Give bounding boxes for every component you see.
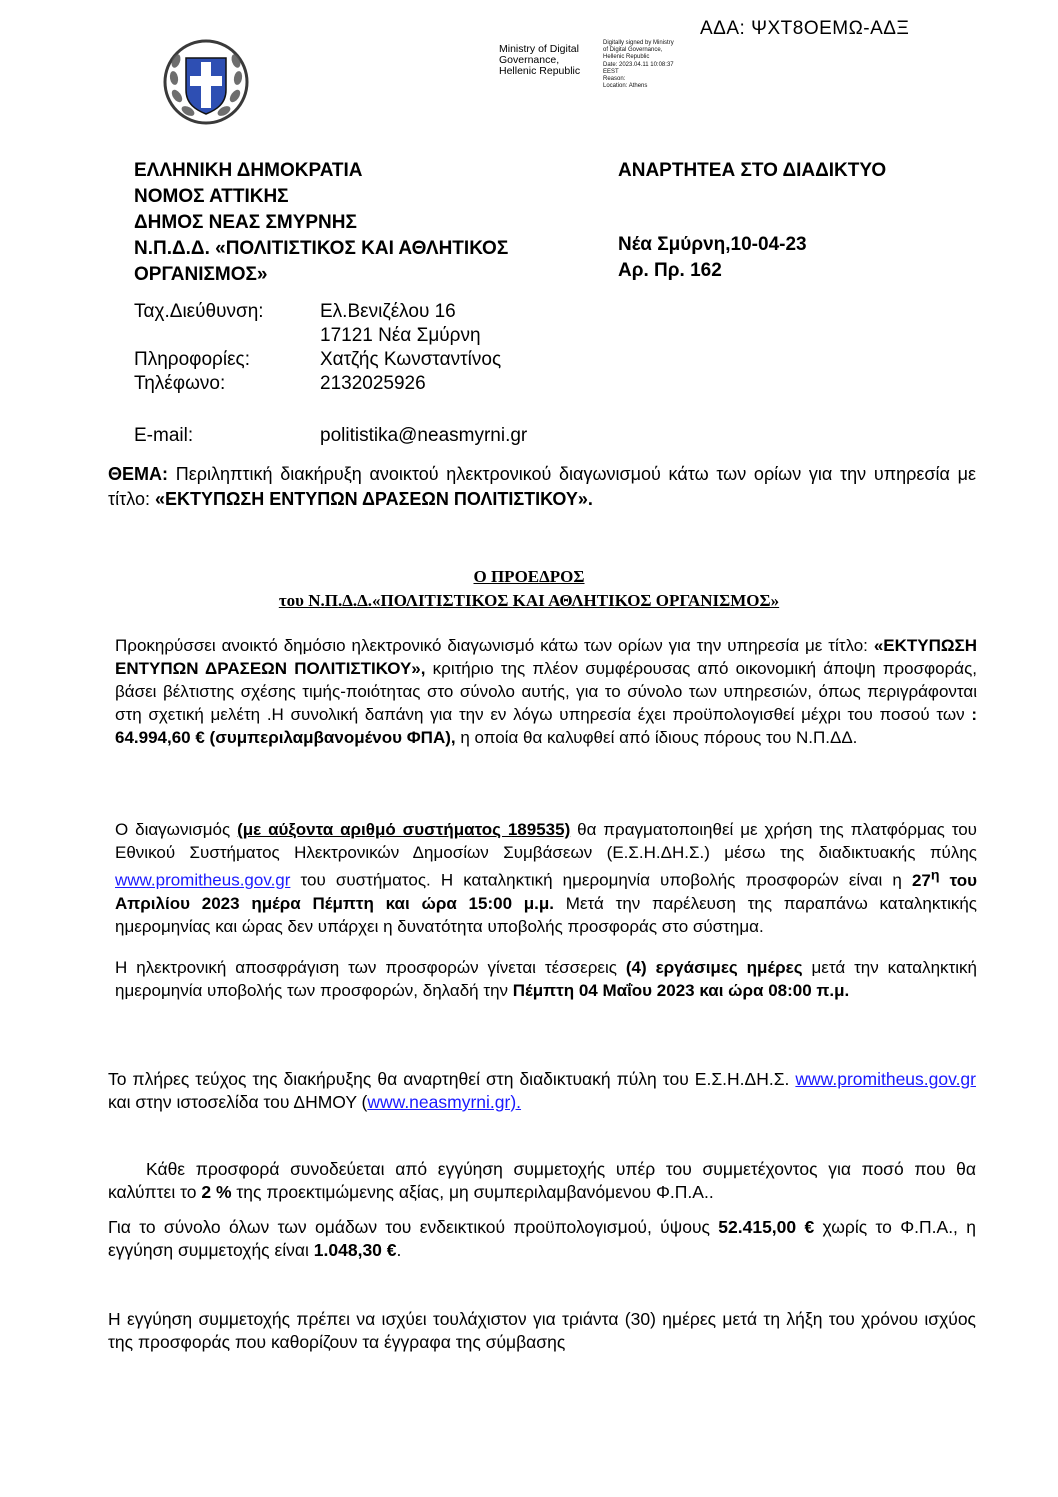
signature-detail-line: of Digital Governance, xyxy=(603,47,663,54)
working-days: (4) εργάσιμες ημέρες xyxy=(625,958,803,977)
guarantee-percent: 2 % xyxy=(201,1182,232,1202)
issuer-line: ΟΡΓΑΝΙΣΜΟΣ» xyxy=(134,264,268,285)
paragraph-validity: Η εγγύηση συμμετοχής πρέπει να ισχύει τουλάχιστον για τριάντα (30) ημέρες μετά τη λήξη του χρόνου ισχύος της προσφοράς που καθορίζουν τα έγγραφα της σύμβασης xyxy=(108,1309,976,1352)
text-run: θα πραγματοποιηθεί με χρήση της πλατφόρμας του Εθνικού Συστήματος Ηλεκτρονικών Δημοσίων Συμβάσεων (Ε.Σ.Η.ΔΗ.Σ.) μέσω της διαδικτυακής πύλης xyxy=(115,820,977,862)
postcode-city: 17121 Νέα Σμύρνη xyxy=(320,325,481,346)
issuer-header xyxy=(134,158,508,288)
ordinal-suffix: η xyxy=(930,867,940,883)
paragraph-opening xyxy=(115,956,977,1002)
text-run: Για το σύνολο όλων των ομάδων του ενδεικτικού προϋπολογισμού, ύψους xyxy=(108,1217,719,1237)
president-title: Ο ΠΡΟΕΔΡΟΣ xyxy=(473,567,585,586)
subject-text: Περιληπτική διακήρυξη ανοικτού ηλεκτρονικού διαγωνισμού κάτω των ορίων για την υπηρεσία με τίτλο: xyxy=(108,464,976,509)
signature-org-line: Governance, xyxy=(499,54,560,66)
text-run: . xyxy=(396,1240,402,1260)
paragraph-guarantee-amount xyxy=(108,1216,976,1262)
subject-title: «ΕΚΤΥΠΩΣΗ ΕΝΤΥΠΩΝ ΔΡΑΣΕΩΝ ΠΟΛΙΤΙΣΤΙΚΟΥ». xyxy=(154,489,593,509)
issuer-line: ΕΛΛΗΝΙΚΗ ΔΗΜΟΚΡΑΤΙΑ xyxy=(134,160,363,181)
text-run: και στην ιστοσελίδα του ΔΗΜΟΥ ( xyxy=(108,1092,368,1112)
text-run: Η ηλεκτρονική αποσφράγιση των προσφορών γίνεται τέσσερεις xyxy=(115,958,626,977)
info-value: Χατζής Κωνσταντίνος xyxy=(320,349,502,370)
president-subtitle: του Ν.Π.Δ.Δ.«ΠΟΛΙΤΙΣΤΙΚΟΣ ΚΑΙ ΑΘΛΗΤΙΚΟΣ ΟΡΓΑΝΙΣΜΟΣ» xyxy=(278,591,780,610)
signature-org-line: Hellenic Republic xyxy=(499,65,581,77)
signature-detail-line: Location: Athens xyxy=(603,83,648,90)
issuer-line: ΔΗΜΟΣ ΝΕΑΣ ΣΜΥΡΝΗΣ xyxy=(134,212,357,233)
deadline-rest: του Απριλίου 2023 ημέρα Πέμπτη και ώρα 15:00 μ.μ. xyxy=(115,870,978,913)
text-run: του συστήματος. Η καταληκτική ημερομηνία υποβολής προσφορών είναι η xyxy=(290,870,912,890)
signature-org-line: Ministry of Digital xyxy=(499,43,579,55)
text-run: Το πλήρες τεύχος της διακήρυξης θα αναρτηθεί στη διαδικτυακή πύλη του Ε.Σ.Η.ΔΗ.Σ. xyxy=(108,1069,796,1089)
budget-without-vat: 52.415,00 € xyxy=(718,1217,815,1237)
issuer-line: ΝΟΜΟΣ ΑΤΤΙΚΗΣ xyxy=(134,186,289,207)
address-value: Ελ.Βενιζέλου 16 xyxy=(320,301,456,322)
signature-organization xyxy=(499,44,580,77)
text-run: Κάθε προσφορά συνοδεύεται από εγγύηση συμμετοχής υπέρ του συμμετέχοντος για ποσό που θα καλύπτει το xyxy=(108,1159,976,1202)
guarantee-amount: 1.048,30 € xyxy=(313,1240,397,1260)
phone-label: Τηλέφωνο: xyxy=(134,373,226,394)
text-run: Μετά την παρέλευση της παραπάνω καταληκτικής ημερομηνίας και ώρας δεν υπάρχει η δυνατότητα υποβολής προσφοράς στο σύστημα. xyxy=(115,893,977,936)
signature-detail-line: Reason: xyxy=(603,76,626,83)
service-title: «ΕΚΤΥΠΩΣΗ ΕΝΤΥΠΩΝ ΔΡΑΣΕΩΝ ΠΟΛΙΤΙΣΤΙΚΟΥ», xyxy=(115,636,977,678)
text-run: μετά την καταληκτική ημερομηνία υποβολής των προσφορών, δηλαδή την xyxy=(115,958,978,1000)
email-value: politistika@neasmyrni.gr xyxy=(320,425,528,446)
promitheus-link[interactable]: www.promitheus.gov.gr xyxy=(115,870,291,890)
email-label: E-mail: xyxy=(134,425,194,446)
paragraph-guarantee xyxy=(108,1158,976,1204)
text-run: χωρίς το Φ.Π.Α., η εγγύηση συμμετοχής είναι xyxy=(108,1217,976,1260)
contact-info xyxy=(0,300,1058,460)
place-date: Νέα Σμύρνη,10-04-23 xyxy=(618,234,807,255)
system-number: (με αύξοντα αριθμό συστήματος 189535) xyxy=(237,820,571,839)
ada-code: ΑΔΑ: ΨΧΤ8ΟΕΜΩ-ΑΔΞ xyxy=(700,18,910,39)
posting-note: ΑΝΑΡΤΗΤΕΑ ΣΤΟ ΔΙΑΔΙΚΤΥΟ xyxy=(618,160,887,181)
signature-details xyxy=(603,40,674,90)
neasmyrni-link[interactable]: www.neasmyrni.gr). xyxy=(367,1092,522,1112)
deadline-day: 27 xyxy=(911,870,931,890)
hellenic-emblem-logo xyxy=(162,38,250,126)
budget-amount: : 64.994,60 € (συμπεριλαμβανομένου ΦΠΑ), xyxy=(115,705,977,747)
address-label: Ταχ.Διεύθυνση: xyxy=(134,301,264,322)
signature-detail-line: Digitally signed by Ministry xyxy=(603,40,674,46)
signature-detail-line: Date: 2023.04.11 10:08:37 xyxy=(603,61,674,68)
text-run: Προκηρύσσει ανοικτό δημόσιο ηλεκτρονικό διαγωνισμό κάτω των ορίων για την υπηρεσία με τίτλο: xyxy=(115,636,874,655)
issuer-line: Ν.Π.Δ.Δ. «ΠΟΛΙΤΙΣΤΙΚΟΣ ΚΑΙ ΑΘΛΗΤΙΚΟΣ xyxy=(134,238,509,259)
text-run: Ο διαγωνισμός xyxy=(115,820,238,839)
paragraph-tender xyxy=(115,818,977,938)
signature-detail-line: EEST xyxy=(603,68,619,75)
date-protocol xyxy=(618,232,807,284)
opening-date: Πέμπτη 04 Μαΐου 2023 και ώρα 08:00 π.μ. xyxy=(512,981,850,1000)
text-run: κριτήριο της πλέον συμφέρουσας από οικονομική άποψη προσφοράς, βάσει βέλτιστης σχέσης τιμής-ποιότητας στο σύνολο αυτής, για το σύνολο των υπηρεσιών, όπως περιγράφονται στη σχετική μελέτη .Η συνολική δαπάνη για την εν λόγω υπηρεσία έχει προϋπολογισθεί μέχρι του ποσού των xyxy=(115,659,977,724)
promitheus-link[interactable]: www.promitheus.gov.gr xyxy=(795,1069,976,1089)
subject-label: ΘΕΜΑ: xyxy=(108,464,168,484)
phone-value: 2132025926 xyxy=(320,373,426,394)
paragraph-announcement xyxy=(115,634,977,749)
info-label: Πληροφορίες: xyxy=(134,349,250,370)
subject xyxy=(108,462,976,512)
signature-detail-line: Hellenic Republic xyxy=(603,54,650,61)
protocol-number: Αρ. Πρ. 162 xyxy=(618,260,722,281)
text-run: η οποία θα καλυφθεί από ίδιους πόρους του Ν.Π.ΔΔ. xyxy=(455,728,858,747)
paragraph-publication xyxy=(108,1068,976,1114)
text-run: της προεκτιμώμενης αξίας, μη συμπεριλαμβανόμενου Φ.Π.Α.. xyxy=(231,1182,714,1202)
